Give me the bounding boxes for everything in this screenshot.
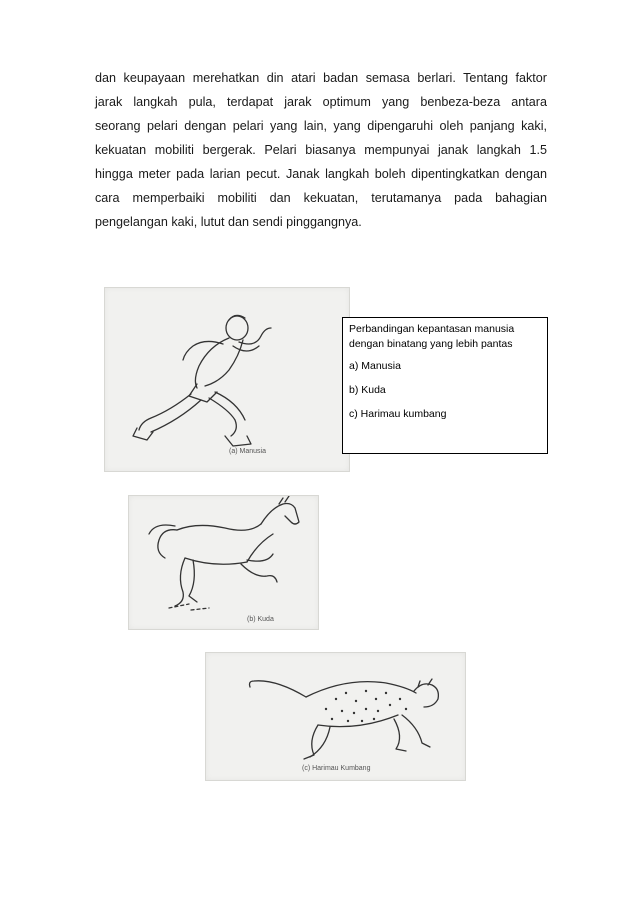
runner-illustration [104, 287, 350, 472]
cheetah-drawing [206, 653, 465, 780]
horse-caption: (b) Kuda [247, 616, 274, 623]
paragraph-line: kekuatan mobiliti bergerak. Pelari biasanya mempunyai janak langkah 1.5 [95, 143, 547, 157]
paragraph-line: cara memperbaiki mobiliti dan kekuatan, terutamanya pada bahagian [95, 191, 547, 205]
paragraph-line: jarak langkah pula, terdapat jarak optimum yang benbeza-beza antara [95, 95, 547, 109]
cheetah-caption: (c) Harimau Kumbang [302, 765, 371, 772]
paragraph-line: pengelangan kaki, lutut dan sendi pinggangnya. [95, 215, 362, 229]
infobox-item: a) Manusia [349, 360, 401, 372]
paragraph-line: hingga meter pada larian pecut. Janak langkah boleh dipentingkatkan dengan [95, 167, 547, 181]
cheetah-illustration [205, 652, 466, 781]
paragraph-line: dan keupayaan merehatkan din atari badan semasa berlari. Tentang faktor [95, 71, 547, 85]
runner-drawing [105, 288, 349, 471]
cheetah-spots [325, 690, 407, 722]
paragraph-line: seorang pelari dengan pelari yang lain, yang dipengaruhi oleh panjang kaki, [95, 119, 547, 133]
horse-drawing [129, 496, 318, 629]
infobox-item: b) Kuda [349, 384, 386, 396]
horse-illustration [128, 495, 319, 630]
infobox-title: Perbandingan kepantasan manusia dengan binatang yang lebih pantas [349, 323, 515, 350]
body-paragraph [95, 66, 547, 234]
infobox-item: c) Harimau kumbang [349, 408, 447, 420]
runner-caption: (a) Manusia [229, 448, 266, 455]
comparison-infobox [342, 317, 548, 454]
